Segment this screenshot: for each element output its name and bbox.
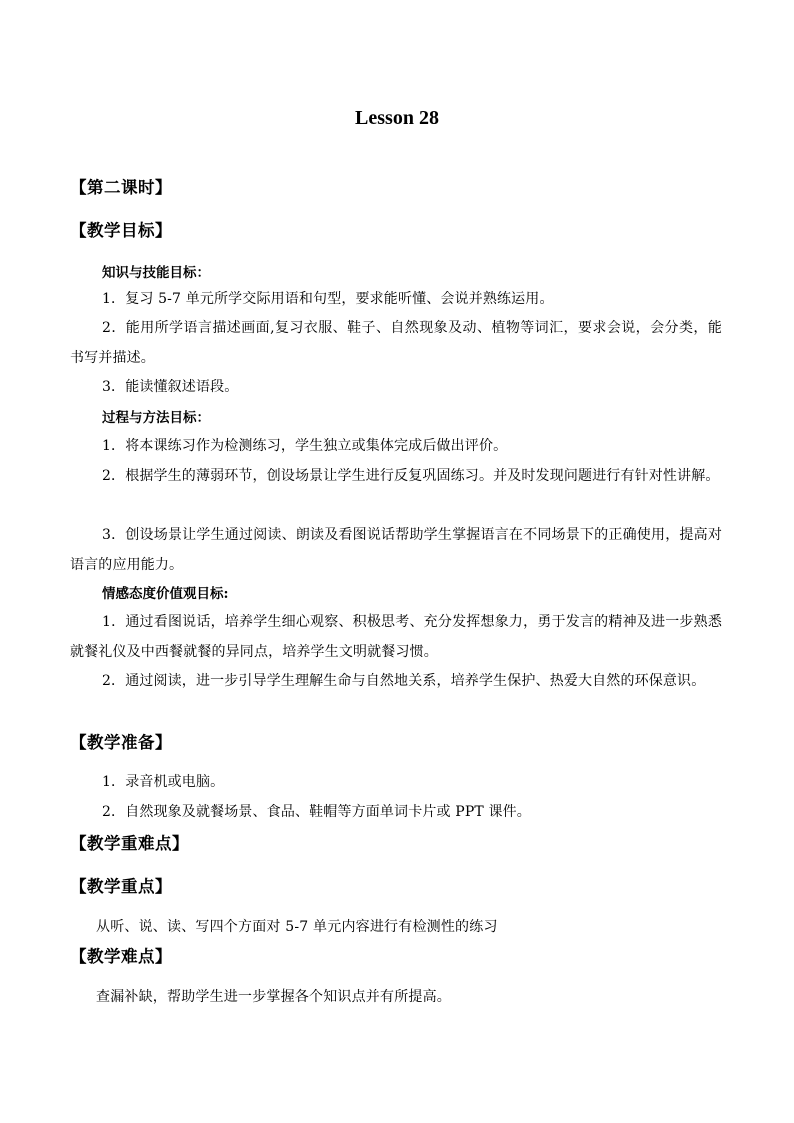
difficult-points-text: 查漏补缺，帮助学生进一步掌握各个知识点并有所提高。 <box>96 989 451 1005</box>
preparation-item-1: 1．录音机或电脑。 <box>102 774 225 790</box>
knowledge-item-1: 1．复习 5-7 单元所学交际用语和句型，要求能听懂、会说并熟练运用。 <box>102 291 554 307</box>
emotion-item-1: 1．通过看图说话，培养学生细心观察、积极思考、充分发挥想象力，勇于发言的精神及进一步熟悉就餐礼仪及中西餐就餐的异同点，培养学生文明就餐习惯。 <box>70 614 722 660</box>
heading-key-and-difficult: 【教学重难点】 <box>70 834 189 853</box>
knowledge-item-3: 3．能读懂叙述语段。 <box>102 379 239 395</box>
heading-objectives: 【教学目标】 <box>70 221 172 240</box>
heading-key-points: 【教学重点】 <box>70 877 172 896</box>
heading-difficult-points: 【教学难点】 <box>70 947 172 966</box>
preparation-item-2: 2．自然现象及就餐场景、食品、鞋帽等方面单词卡片或 PPT 课件。 <box>102 804 531 820</box>
subheading-emotion-values: 情感态度价值观目标: <box>102 586 229 602</box>
heading-period: 【第二课时】 <box>70 178 172 197</box>
subheading-process-methods: 过程与方法目标： <box>102 410 210 426</box>
process-item-2: 2．根据学生的薄弱环节，创设场景让学生进行反复巩固练习。并及时发现问题进行有针对性讲解。 <box>102 468 720 484</box>
knowledge-item-2: 2．能用所学语言描述画面,复习衣服、鞋子、自然现象及动、植物等词汇，要求会说，会分类，能书写并描述。 <box>70 320 722 366</box>
emotion-item-2: 2．通过阅读，进一步引导学生理解生命与自然地关系，培养学生保护、热爱大自然的环保意识。 <box>102 673 706 689</box>
subheading-knowledge-skills: 知识与技能目标： <box>102 265 210 281</box>
process-item-1: 1．将本课练习作为检测练习，学生独立或集体完成后做出评价。 <box>102 438 508 454</box>
heading-preparation: 【教学准备】 <box>70 733 172 752</box>
process-item-3: 3．创设场景让学生通过阅读、朗读及看图说话帮助学生掌握语言在不同场景下的正确使用，提高对语言的应用能力。 <box>70 527 722 573</box>
document-title: Lesson 28 <box>355 107 439 129</box>
key-points-text: 从听、说、读、写四个方面对 5-7 单元内容进行有检测性的练习 <box>96 919 498 935</box>
